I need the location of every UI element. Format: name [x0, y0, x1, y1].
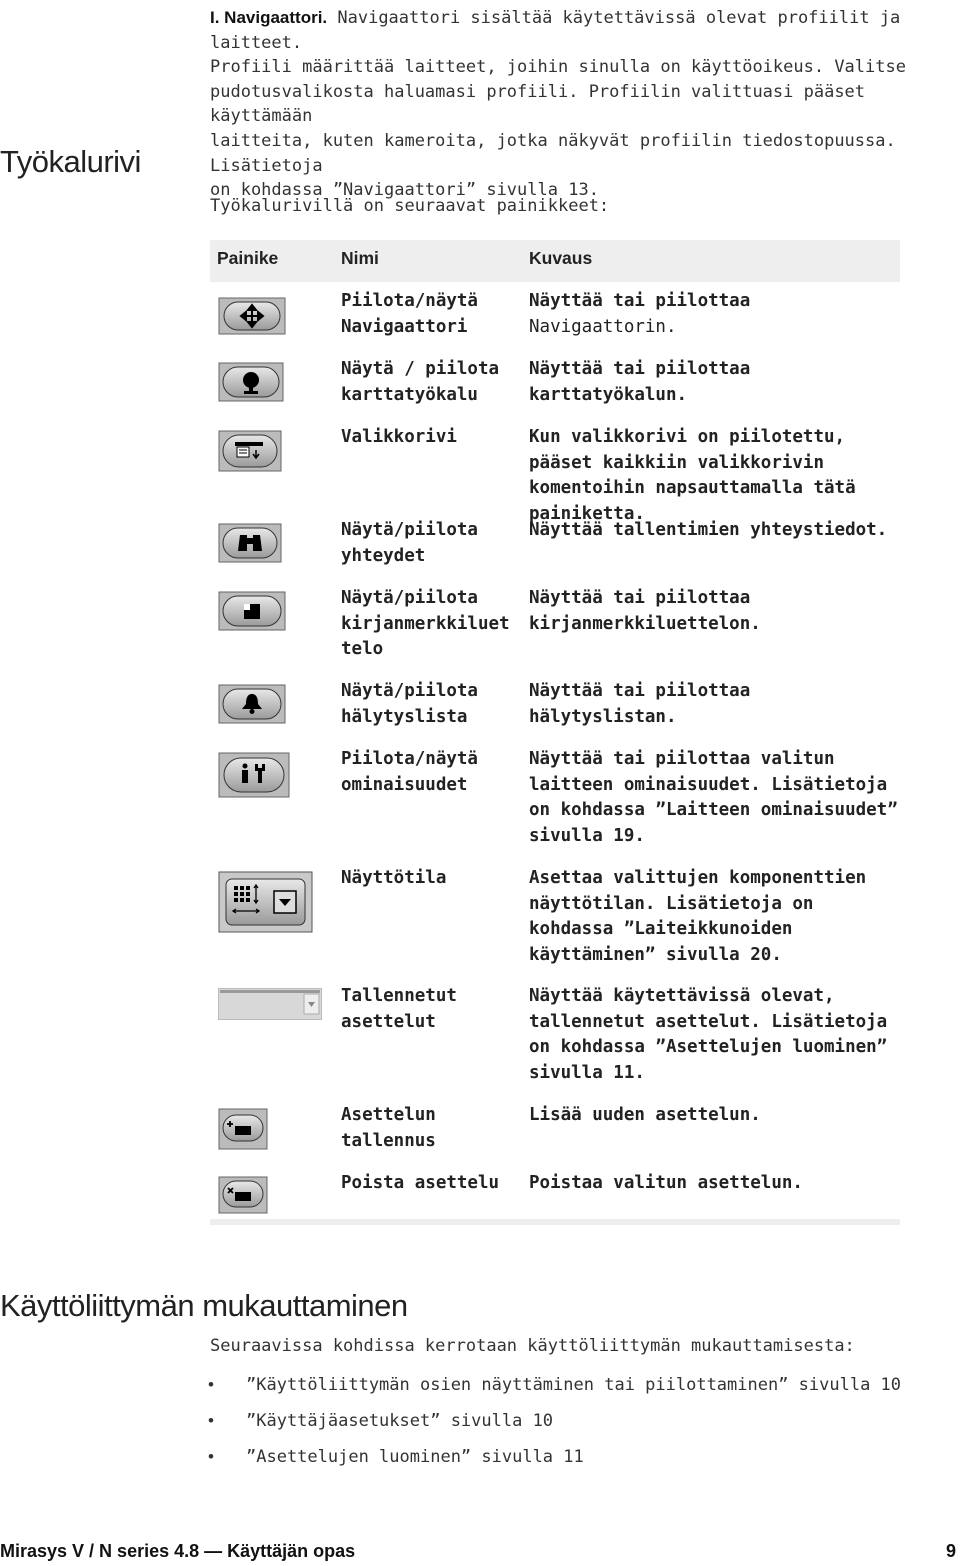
row-description: Näyttää tai piilottaa karttatyökalun.	[529, 359, 751, 405]
row-name: Näytä/piilota yhteydet	[341, 520, 478, 566]
row-description: Poistaa valitun asettelun.	[529, 1173, 803, 1193]
toolbar-lead: Työkalurivillä on seuraavat painikkeet:	[210, 196, 610, 216]
bell-icon[interactable]	[218, 684, 286, 724]
row-name: Tallennetut asettelut	[341, 986, 457, 1032]
bullet-dot: •	[208, 1375, 214, 1394]
bullet-link[interactable]: ”Asettelujen luominen” sivulla 11	[246, 1447, 584, 1467]
row-name: Piilota/näytä ominaisuudet	[341, 749, 478, 795]
display-mode-icon[interactable]	[218, 871, 313, 933]
row-name: Valikkorivi	[341, 427, 457, 447]
row-name: Piilota/näytä Navigaattori	[341, 291, 478, 337]
table-bottom-rule	[210, 1219, 900, 1225]
row-description: Näyttää tallentimien yhteystiedot.	[529, 520, 888, 540]
row-description: Kun valikkorivi on piilotettu, pääset kaikkiin valikkorivin komentoihin napsauttamalla tätä painiketta.	[529, 427, 856, 524]
remove-layout-icon[interactable]	[218, 1176, 268, 1214]
add-layout-icon[interactable]	[218, 1108, 268, 1150]
section-lead: Seuraavissa kohdissa kerrotaan käyttöliittymän mukauttamisesta:	[210, 1336, 855, 1356]
row-name: Näytä / piilota karttatyökalu	[341, 359, 500, 405]
menubar-icon[interactable]	[218, 430, 282, 472]
row-name: Asettelun tallennus	[341, 1105, 436, 1151]
bullet-link[interactable]: ”Käyttäjäasetukset” sivulla 10	[246, 1411, 554, 1431]
row-description: Asettaa valittujen komponenttien näyttötilan. Lisätietoja on kohdassa ”Laiteikkunoiden käyttäminen” sivulla 20.	[529, 868, 867, 965]
row-description: Näyttää tai piilottaa hälytyslistan.	[529, 681, 751, 727]
row-description: Näyttää tai piilottaa kirjanmerkkiluettelon.	[529, 588, 761, 634]
row-name: Poista asettelu	[341, 1173, 500, 1193]
row-name: Näytä/piilota hälytyslista	[341, 681, 478, 727]
info-wrench-icon[interactable]	[218, 752, 290, 798]
row-description: Näyttää tai piilottaa valitun laitteen ominaisuudet. Lisätietoja on kohdassa ”Laitteen ominaisuudet” sivulla 19.	[529, 749, 898, 846]
bullet-dot: •	[208, 1447, 214, 1466]
section-heading: Käyttöliittymän mukauttaminen	[0, 1288, 408, 1323]
row-name: Näyttötila	[341, 868, 447, 888]
row-description: Lisää uuden asettelun.	[529, 1105, 761, 1125]
globe-icon[interactable]	[218, 362, 284, 402]
dropdown-icon[interactable]	[218, 988, 322, 1020]
intro-paragraph: I. Navigaattori. Navigaattori sisältää käytettävissä olevat profiilit ja laitteet. Profiili määrittää laitteet, joihin sinulla on käyttöoikeus. Valitse pudotusvalikosta haluamasi profiili. Profiilin valittuasi pääset käyttämään laitteita, kuten kameroita, jotka näkyvät profiilin tiedostopuussa. Lisätietoja on kohdassa ”Navigaattori” sivulla 13.	[210, 8, 906, 201]
binoculars-icon[interactable]	[218, 523, 282, 563]
toolbar-heading: Työkalurivi	[0, 144, 141, 179]
intro-bold: I. Navigaattori.	[210, 8, 328, 27]
row-name: Näytä/piilota kirjanmerkkiluet telo	[341, 588, 510, 659]
bullet-link[interactable]: ”Käyttöliittymän osien näyttäminen tai piilottaminen” sivulla 10	[246, 1375, 902, 1395]
row-description: Näyttää tai piilottaa Navigaattorin.	[529, 291, 751, 337]
move-arrows-icon[interactable]	[218, 297, 286, 335]
bookmark-icon[interactable]	[218, 591, 286, 631]
row-description: Näyttää käytettävissä olevat, tallennetut asettelut. Lisätietoja on kohdassa ”Asettelujen luominen” sivulla 11.	[529, 986, 888, 1083]
header-button: Painike	[217, 248, 279, 268]
header-description: Kuvaus	[529, 248, 593, 268]
bullet-dot: •	[208, 1411, 214, 1430]
footer-title: Mirasys V / N series 4.8 — Käyttäjän opas	[0, 1541, 356, 1561]
page-number: 9	[946, 1541, 957, 1561]
header-name: Nimi	[341, 248, 379, 268]
